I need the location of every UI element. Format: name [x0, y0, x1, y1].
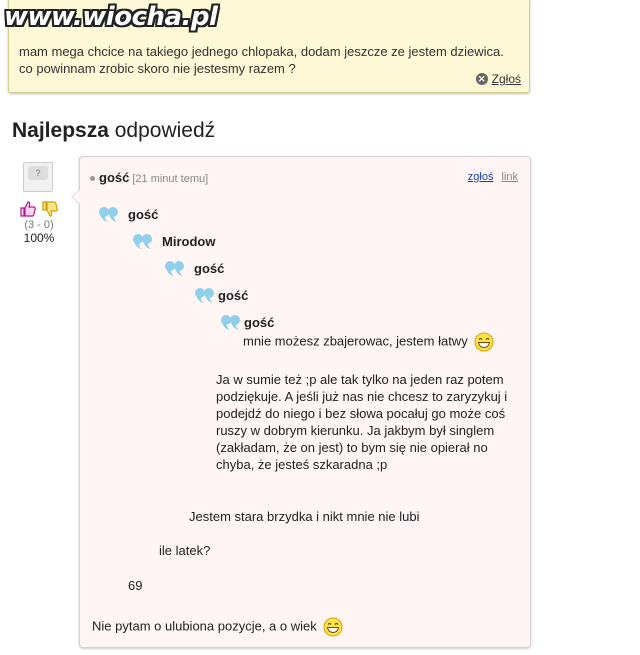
- grin-smiley-icon: [474, 332, 494, 352]
- quote-icon: [194, 286, 216, 304]
- thumb-down-icon[interactable]: [41, 200, 59, 218]
- quote-level-5: [220, 313, 274, 331]
- answer-time: [21 minut temu]: [132, 173, 209, 185]
- anonymous-avatar-icon: ?: [28, 166, 48, 180]
- answer-final-text: [92, 617, 512, 637]
- best-answer-box: [79, 156, 531, 648]
- watermark-logo: www.wiocha.pl: [4, 2, 218, 32]
- answer-report-link[interactable]: zgłoś: [467, 171, 494, 183]
- quote-level-1: [98, 205, 158, 223]
- quote-text: [243, 332, 523, 352]
- quote-icon: [220, 313, 242, 331]
- quote-level-2: [132, 232, 215, 250]
- question-report-label: Zgłoś: [491, 72, 521, 86]
- answer-final-content: Nie pytam o ulubiona pozycje, a o wiek: [92, 618, 317, 634]
- close-circle-icon: ✕: [476, 73, 488, 85]
- reply-level-1: 69: [128, 578, 143, 593]
- quote-icon: [98, 205, 120, 223]
- vote-percent: 100%: [23, 231, 55, 245]
- bullet-icon: [90, 176, 95, 181]
- quote-text-content: mnie możesz zbajerowac, jestem łatwy: [243, 333, 468, 349]
- grin-smiley-icon: [323, 617, 343, 637]
- thumb-up-icon[interactable]: [19, 200, 37, 218]
- quote-icon: [164, 259, 186, 277]
- avatar[interactable]: [23, 162, 53, 192]
- quote-author: Mirodow: [162, 233, 216, 249]
- vote-counts: (3 - 0): [24, 219, 54, 231]
- reply-level-3: Jestem stara brzydka i nikt mnie nie lubi: [189, 509, 420, 524]
- quote-author: gość: [194, 260, 225, 276]
- question-text: mam mega chcice na takiego jednego chlopaka, dodam jeszcze ze jestem dziewica. co powinnam zrobic skoro nie jestesmy razem ?: [19, 44, 504, 76]
- quote-author: gość: [128, 206, 159, 222]
- speech-tail: [71, 189, 80, 205]
- quote-icon: [132, 232, 154, 250]
- reply-level-2: ile latek?: [159, 543, 211, 558]
- best-answer-heading-bold: Najlepsza: [12, 119, 109, 142]
- answer-header: [90, 170, 518, 185]
- reply-level-4: Ja w sumie też ;p ale tak tylko na jeden raz potem podziękuje. A jeśli już nas nie chcesz to zaryzykuj i podejdź do niego i bez słowa pocałuj go może coś ruszy w dobrym kierunku. Ja jakbym był singlem (zakładam, że on jest) to bym się nie opierał no chyba, że jesteś szkaradna ;p: [216, 372, 508, 472]
- quote-level-3: [164, 259, 224, 277]
- best-answer-heading-rest: odpowiedź: [108, 119, 216, 142]
- quote-author: gość: [218, 287, 249, 303]
- question-report-button[interactable]: [476, 72, 521, 86]
- answer-permalink[interactable]: link: [501, 171, 518, 183]
- quote-author: gość: [244, 314, 275, 330]
- best-answer-heading: [12, 119, 215, 143]
- quote-level-4: [194, 286, 248, 304]
- vote-panel: [14, 200, 64, 245]
- answer-author: gość: [99, 170, 130, 185]
